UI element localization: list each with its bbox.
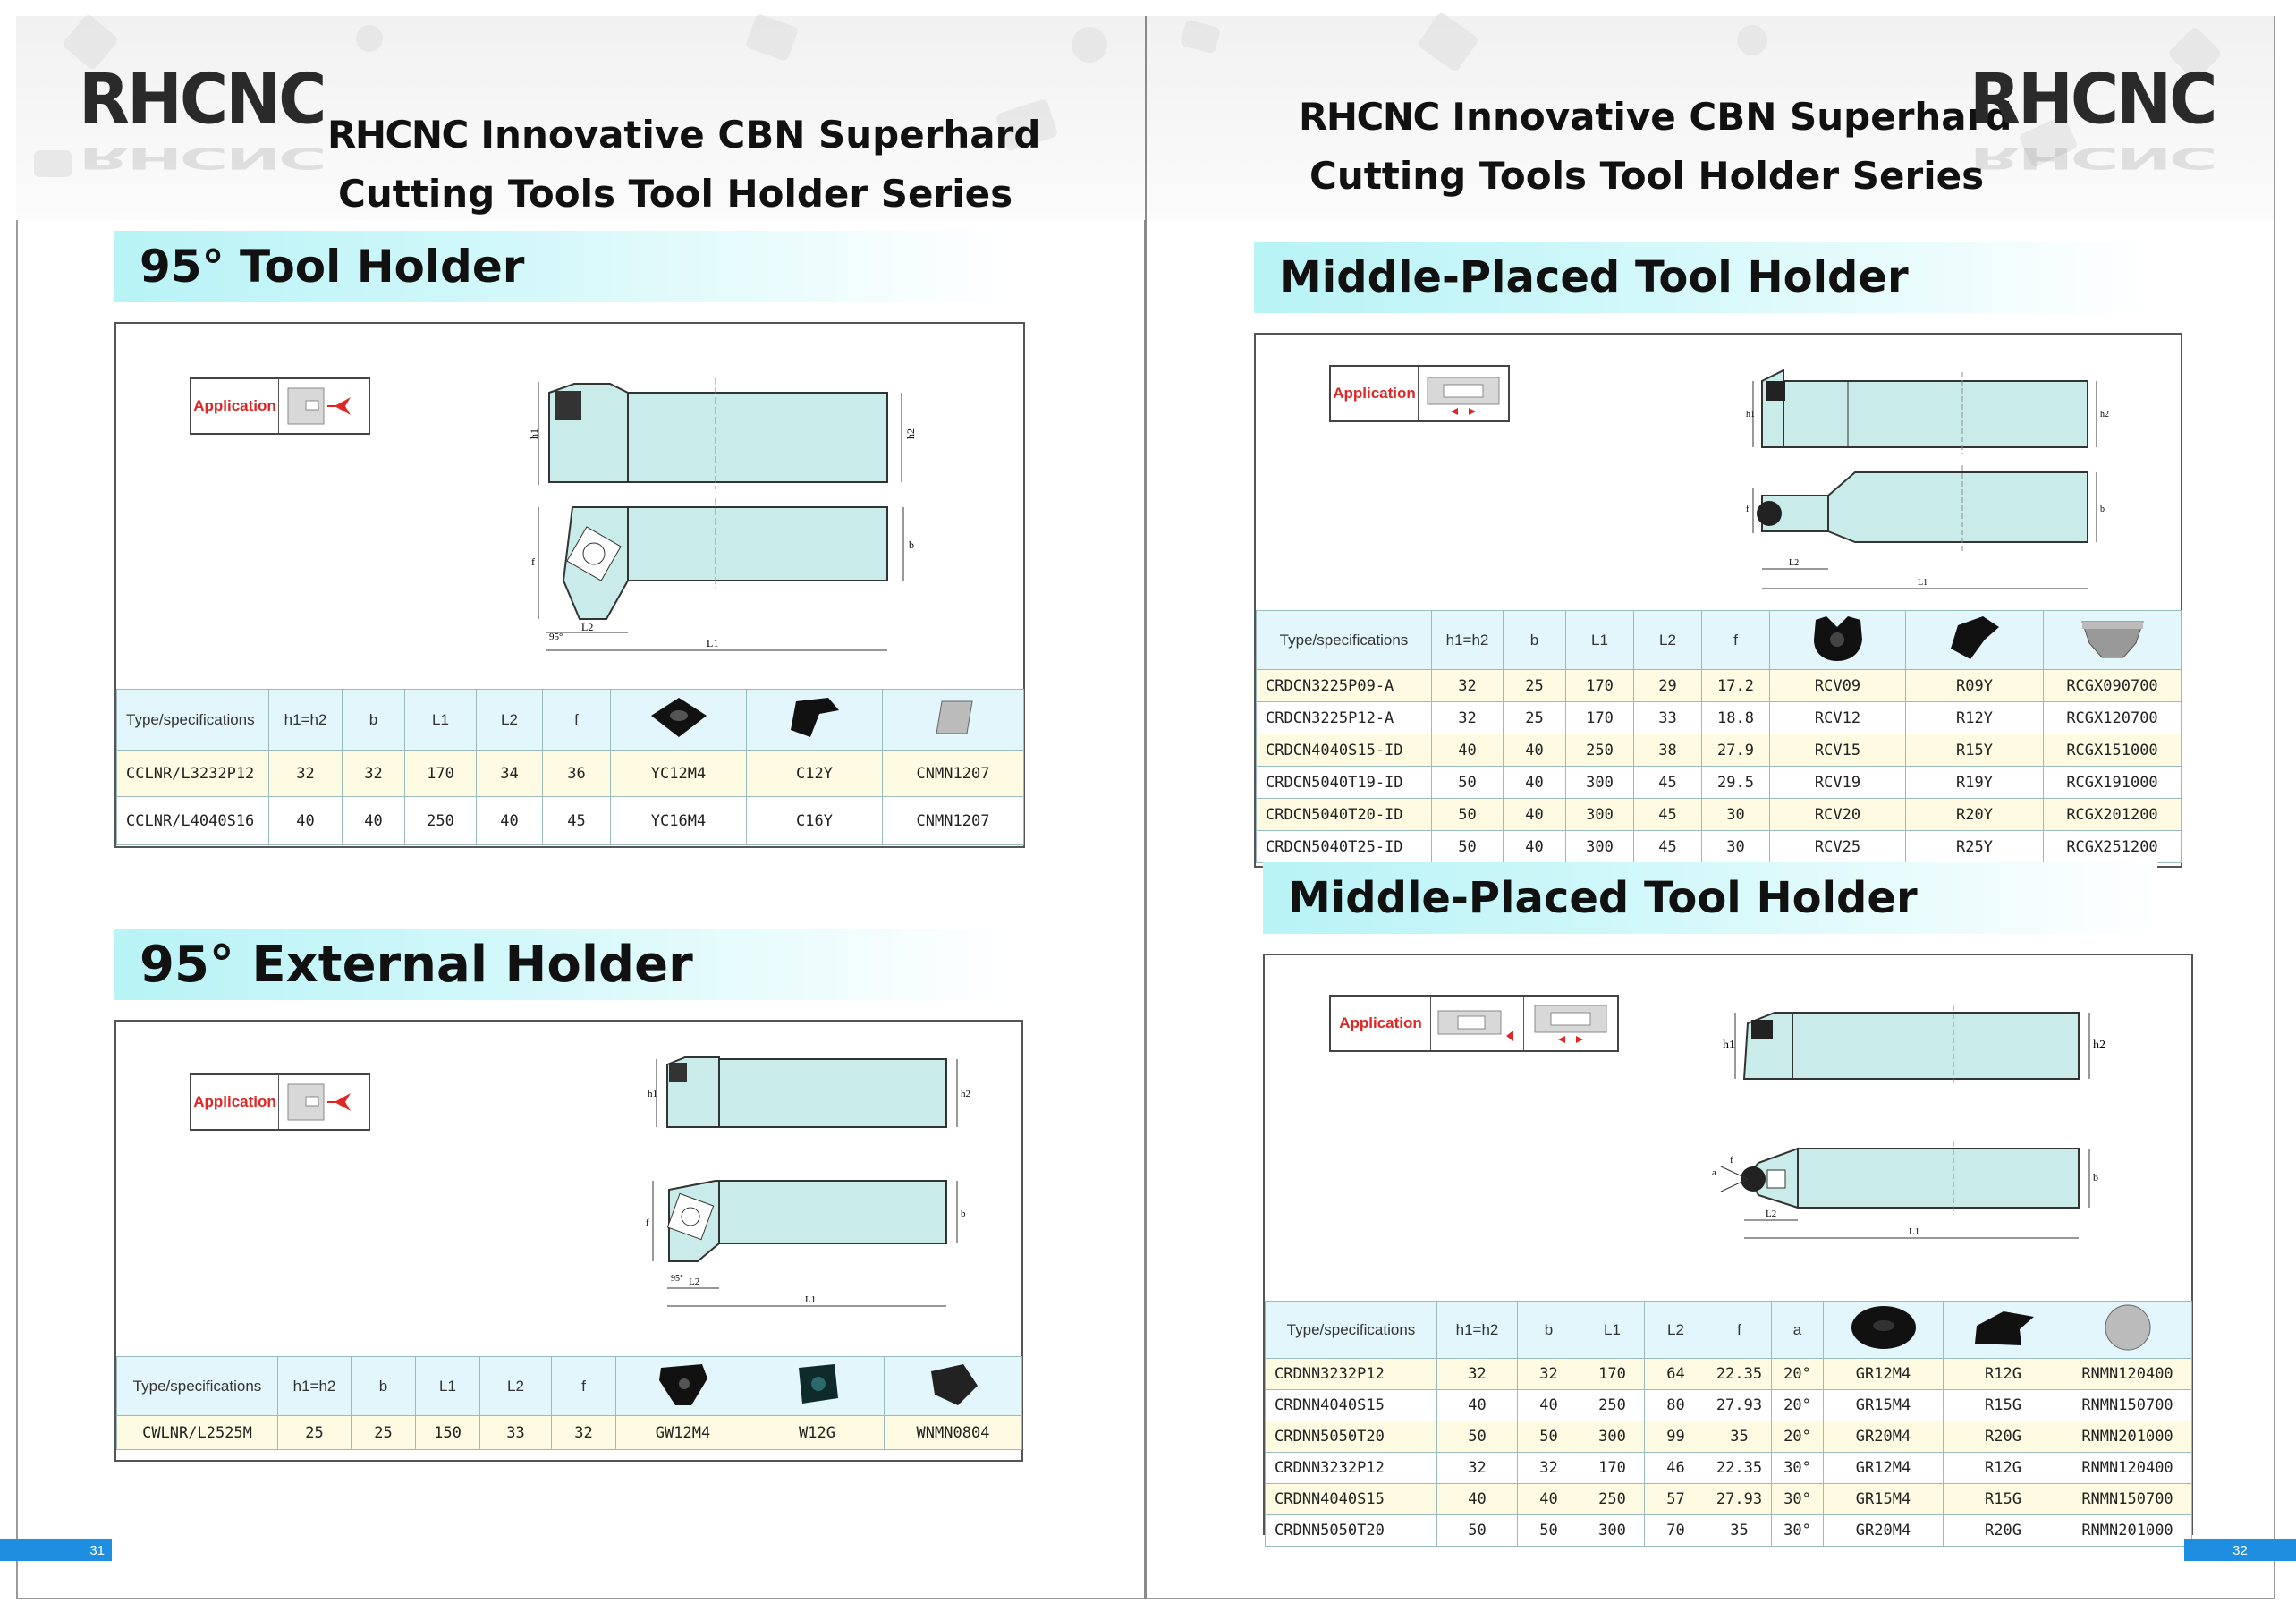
cell: 300	[1566, 831, 1634, 863]
cell: 170	[1566, 670, 1634, 702]
cell-type: CRDCN3225P12-A	[1257, 702, 1432, 734]
cell: 50	[1518, 1515, 1580, 1547]
cell: R20G	[1944, 1421, 2063, 1453]
cell: R09Y	[1906, 670, 2044, 702]
internal-turning-icon	[1419, 367, 1508, 420]
series-line-2: Cutting Tools Tool Holder Series	[338, 172, 1013, 216]
cell: GW12M4	[616, 1416, 750, 1450]
shim-icon-header	[2063, 1302, 2192, 1359]
table-row	[117, 797, 1024, 845]
cell: 250	[405, 797, 477, 845]
series-line-1: Innovative CBN Superhard	[1452, 95, 2012, 139]
cell: 99	[1645, 1421, 1707, 1453]
holder-drawing	[528, 373, 939, 659]
dim-b: b	[2100, 505, 2105, 514]
application-label: Application	[1331, 997, 1431, 1050]
cell: 18.8	[1702, 702, 1770, 734]
insert-icon-header	[611, 690, 747, 751]
cell: 30	[1702, 799, 1770, 831]
cell: 150	[416, 1416, 480, 1450]
cell: 50	[1432, 767, 1504, 799]
application-illustration-external	[1431, 997, 1524, 1050]
section-title-middle-placed-holder	[1254, 242, 2148, 313]
cell: 40	[343, 797, 405, 845]
cell: 40	[1504, 831, 1566, 863]
dim-h2: h2	[2093, 1039, 2105, 1052]
cell: GR15M4	[1824, 1484, 1944, 1515]
dim-angle: 95°	[671, 1274, 683, 1284]
cell: 40	[1432, 734, 1504, 767]
cell: 45	[1634, 767, 1702, 799]
table-row	[1257, 831, 2182, 863]
cell: R20G	[1944, 1515, 2063, 1547]
trigon-insert-icon	[652, 1359, 715, 1409]
cell-type: CRDNN4040S15	[1266, 1390, 1437, 1421]
cell: RCGX120700	[2044, 702, 2182, 734]
cell: GR20M4	[1824, 1421, 1944, 1453]
cell: 35	[1707, 1515, 1772, 1547]
cell: 40	[1504, 799, 1566, 831]
cell: 25	[1504, 670, 1566, 702]
series-line-1: Innovative CBN Superhard	[480, 113, 1041, 157]
col-header: Type/specifications	[1257, 611, 1432, 670]
cell: 80	[1645, 1390, 1707, 1421]
cell: R15G	[1944, 1484, 2063, 1515]
cell: 70	[1645, 1515, 1707, 1547]
application-illustration-internal	[1524, 997, 1617, 1050]
col-header: Type/specifications	[117, 690, 269, 751]
cell: RCGX090700	[2044, 670, 2182, 702]
dim-f: f	[1746, 505, 1750, 514]
series-line-2: Cutting Tools Tool Holder Series	[1309, 154, 1985, 198]
application-box	[190, 377, 370, 435]
cell: 20°	[1772, 1421, 1824, 1453]
insert-icon-header	[1824, 1302, 1944, 1359]
brand-logo-reflection: RHCNC	[79, 140, 325, 175]
col-header: L2	[480, 1357, 552, 1416]
chipbreaker-icon	[1944, 613, 2006, 663]
col-header: b	[352, 1357, 416, 1416]
section-title-text: Middle-Placed Tool Holder	[1288, 873, 1918, 923]
cell: 17.2	[1702, 670, 1770, 702]
shim-icon	[922, 1359, 985, 1409]
cell: 25	[1504, 702, 1566, 734]
cell: RNMN201000	[2063, 1515, 2192, 1547]
shim-icon-header	[885, 1357, 1022, 1416]
cell: R25Y	[1906, 831, 2044, 863]
dim-h1: h1	[1723, 1039, 1735, 1052]
dim-b: b	[2093, 1171, 2098, 1183]
col-header: h1=h2	[278, 1357, 352, 1416]
holder-drawing	[1748, 354, 2141, 605]
series-brand: RHCNC	[1299, 95, 1439, 139]
chipbreaker-icon-header	[1944, 1302, 2063, 1359]
table-row	[1266, 1359, 2192, 1390]
cell: RCGX251200	[2044, 831, 2182, 863]
col-header: L1	[1566, 611, 1634, 670]
col-header: Type/specifications	[117, 1357, 278, 1416]
col-header: b	[343, 690, 405, 751]
table-row	[117, 1416, 1022, 1450]
cell: C12Y	[747, 751, 883, 797]
cell: 22.35	[1707, 1453, 1772, 1484]
right-page	[1147, 16, 2274, 1599]
application-box	[1329, 995, 1619, 1052]
spec-table-middle-placed-a-rows	[1256, 669, 2182, 863]
cell: 32	[1432, 702, 1504, 734]
cell: 32	[1432, 670, 1504, 702]
cell: RNMN150700	[2063, 1390, 2192, 1421]
cell: 40	[1504, 767, 1566, 799]
cell: CNMN1207	[883, 797, 1024, 845]
cell: 40	[1437, 1390, 1518, 1421]
application-illustration	[279, 1075, 369, 1129]
dim-h1: h1	[1746, 410, 1755, 420]
insert-icon-header	[616, 1357, 750, 1416]
cell-type: CRDNN5050T20	[1266, 1421, 1437, 1453]
application-illustration	[1419, 367, 1508, 420]
cell: YC12M4	[611, 751, 747, 797]
cell: 46	[1645, 1453, 1707, 1484]
chipbreaker-icon	[1968, 1302, 2039, 1353]
cell: R15Y	[1906, 734, 2044, 767]
cell: 30°	[1772, 1515, 1824, 1547]
page-number-text: 32	[2232, 1542, 2248, 1558]
cell: R12Y	[1906, 702, 2044, 734]
dim-l1: L1	[1909, 1226, 1920, 1237]
table-row	[1257, 670, 2182, 702]
cell: R12G	[1944, 1359, 2063, 1390]
cell-type: CRDCN5040T19-ID	[1257, 767, 1432, 799]
spec-table-middle-placed-a	[1256, 610, 2182, 670]
col-header: L1	[405, 690, 477, 751]
cell: 25	[278, 1416, 352, 1450]
dim-a: a	[1712, 1167, 1716, 1178]
cell: RCV12	[1770, 702, 1906, 734]
cell: 30	[1702, 831, 1770, 863]
cell: 30°	[1772, 1453, 1824, 1484]
shim-icon-header	[883, 690, 1024, 751]
cell-type: CWLNR/L2525M	[117, 1416, 278, 1450]
col-header: L1	[416, 1357, 480, 1416]
cell: RCV15	[1770, 734, 1906, 767]
external-turning-icon	[279, 1075, 369, 1129]
cell: 25	[352, 1416, 416, 1450]
cell: 300	[1580, 1421, 1645, 1453]
cell: 22.35	[1707, 1359, 1772, 1390]
cell: 38	[1634, 734, 1702, 767]
table-row	[117, 751, 1024, 797]
spec-table-middle-placed-b-rows	[1265, 1358, 2192, 1547]
cell-type: CRDCN3225P09-A	[1257, 670, 1432, 702]
dim-b: b	[961, 1209, 966, 1219]
cell: R12G	[1944, 1453, 2063, 1484]
holder-drawing	[1712, 997, 2123, 1247]
cell: 33	[1634, 702, 1702, 734]
col-header: b	[1518, 1302, 1580, 1359]
left-page	[16, 16, 1145, 1599]
table-row	[1266, 1484, 2192, 1515]
col-header: L2	[477, 690, 543, 751]
cell: 50	[1432, 831, 1504, 863]
col-header: a	[1772, 1302, 1824, 1359]
cell-type: CRDCN5040T20-ID	[1257, 799, 1432, 831]
table-row	[1257, 734, 2182, 767]
cell: RCGX151000	[2044, 734, 2182, 767]
section-title-middle-placed-holder-2	[1263, 862, 2157, 934]
cell: 30°	[1772, 1484, 1824, 1515]
col-header: L1	[1580, 1302, 1645, 1359]
application-box	[1329, 365, 1510, 422]
dim-l1: L1	[805, 1294, 817, 1305]
cell: R19Y	[1906, 767, 2044, 799]
dim-l1: L1	[707, 637, 719, 649]
cell: CNMN1207	[883, 751, 1024, 797]
spec-table-95-tool-holder	[116, 689, 1024, 845]
application-label: Application	[191, 379, 279, 433]
external-holder-panel	[114, 1020, 1023, 1462]
spec-table-95-external-holder	[116, 1356, 1022, 1450]
cell: RCV25	[1770, 831, 1906, 863]
col-header: f	[1702, 611, 1770, 670]
dim-h1: h1	[528, 428, 540, 439]
table-row	[1266, 1421, 2192, 1453]
tool-holder-panel	[114, 322, 1025, 848]
cell: 27.9	[1702, 734, 1770, 767]
col-header: h1=h2	[1432, 611, 1504, 670]
dim-l1: L1	[1918, 578, 1928, 588]
cell: RCV19	[1770, 767, 1906, 799]
cell: 35	[1707, 1421, 1772, 1453]
cell: 40	[269, 797, 343, 845]
cell: 170	[405, 751, 477, 797]
section-title-text: Middle-Placed Tool Holder	[1279, 252, 1909, 302]
cell-type: CRDNN3232P12	[1266, 1453, 1437, 1484]
cell: RNMN201000	[2063, 1421, 2192, 1453]
cell: R20Y	[1906, 799, 2044, 831]
table-row	[1257, 702, 2182, 734]
cell: 33	[480, 1416, 552, 1450]
col-header: L2	[1645, 1302, 1707, 1359]
cbn-insert-icon	[648, 694, 710, 741]
cell: 50	[1432, 799, 1504, 831]
spec-table-middle-placed-b	[1265, 1301, 2192, 1359]
chipbreaker-icon	[784, 694, 846, 741]
section-title-text: 95° External Holder	[140, 935, 693, 994]
cell: 50	[1437, 1515, 1518, 1547]
cell: GR20M4	[1824, 1515, 1944, 1547]
internal-turning-icon	[1524, 997, 1617, 1050]
cell: 27.93	[1707, 1484, 1772, 1515]
cell: 32	[1437, 1359, 1518, 1390]
dim-l2: L2	[581, 621, 594, 633]
cell-type: CCLNR/L3232P12	[117, 751, 269, 797]
cell: RNMN150700	[2063, 1484, 2192, 1515]
cell: RCGX201200	[2044, 799, 2182, 831]
cell: 64	[1645, 1359, 1707, 1390]
cell: 50	[1437, 1421, 1518, 1453]
cell: RCGX191000	[2044, 767, 2182, 799]
round-insert-icon	[1807, 613, 1869, 663]
cell: 170	[1580, 1453, 1645, 1484]
cell: GR12M4	[1824, 1453, 1944, 1484]
series-title	[327, 106, 1040, 224]
chipbreaker-icon-header	[747, 690, 883, 751]
dim-f: f	[646, 1217, 649, 1228]
cell: 27.93	[1707, 1390, 1772, 1421]
round-shim-icon	[2101, 1302, 2155, 1353]
cell-type: CRDNN3232P12	[1266, 1359, 1437, 1390]
round-insert-icon	[1848, 1302, 1919, 1353]
cell: 40	[477, 797, 543, 845]
shim-icon-header	[2044, 611, 2182, 670]
series-brand: RHCNC	[327, 113, 468, 157]
table-row	[1266, 1515, 2192, 1547]
cell: 40	[1504, 734, 1566, 767]
cell: 300	[1580, 1515, 1645, 1547]
chipbreaker-icon-header	[1906, 611, 2044, 670]
cell: 32	[1437, 1453, 1518, 1484]
table-row	[1257, 767, 2182, 799]
col-header: b	[1504, 611, 1566, 670]
cell: 29.5	[1702, 767, 1770, 799]
dim-b: b	[909, 539, 914, 551]
cell: 170	[1566, 702, 1634, 734]
cell: 45	[1634, 799, 1702, 831]
brand-logo-reflection: RHCNC	[1970, 140, 2216, 175]
col-header: h1=h2	[269, 690, 343, 751]
cell: YC16M4	[611, 797, 747, 845]
cell: RCV09	[1770, 670, 1906, 702]
col-header: h1=h2	[1437, 1302, 1518, 1359]
external-turning-icon	[279, 379, 369, 433]
table-row	[1257, 799, 2182, 831]
cell: 300	[1566, 799, 1634, 831]
cell-type: CCLNR/L4040S16	[117, 797, 269, 845]
cell-type: CRDCN4040S15-ID	[1257, 734, 1432, 767]
col-header: f	[552, 1357, 616, 1416]
cell: GR15M4	[1824, 1390, 1944, 1421]
cell: 250	[1580, 1390, 1645, 1421]
dim-h2: h2	[904, 428, 917, 439]
application-label: Application	[191, 1075, 279, 1129]
middle-holder-panel-a	[1254, 333, 2182, 868]
cell: WNMN0804	[885, 1416, 1022, 1450]
cell: RNMN120400	[2063, 1453, 2192, 1484]
shim-icon	[2079, 613, 2147, 663]
cell: 29	[1634, 670, 1702, 702]
chipbreaker-icon	[786, 1359, 849, 1409]
cell: 32	[269, 751, 343, 797]
cell: C16Y	[747, 797, 883, 845]
cell-type: CRDCN5040T25-ID	[1257, 831, 1432, 863]
application-label: Application	[1331, 367, 1419, 420]
application-box	[190, 1073, 370, 1131]
section-title-text: 95° Tool Holder	[140, 241, 525, 293]
cell: 34	[477, 751, 543, 797]
dim-l2: L2	[689, 1276, 700, 1287]
table-row	[1266, 1453, 2192, 1484]
brand-logo: RHCNC	[79, 58, 325, 140]
cell: R15G	[1944, 1390, 2063, 1421]
col-header: f	[1707, 1302, 1772, 1359]
shim-icon	[922, 694, 985, 741]
cell: 20°	[1772, 1390, 1824, 1421]
middle-holder-panel-b	[1263, 954, 2193, 1539]
holder-drawing	[644, 1047, 1002, 1315]
dim-f: f	[1730, 1155, 1733, 1166]
table-row	[1266, 1390, 2192, 1421]
cell: 32	[1518, 1453, 1580, 1484]
dim-h2: h2	[961, 1089, 970, 1099]
cell-type: CRDNN4040S15	[1266, 1484, 1437, 1515]
cell: 170	[1580, 1359, 1645, 1390]
cell: 40	[1518, 1390, 1580, 1421]
dim-h1: h1	[648, 1089, 657, 1099]
section-title-95-external-holder	[114, 929, 1009, 1000]
insert-icon-header	[1770, 611, 1906, 670]
profiling-icon	[1431, 997, 1524, 1050]
page-number	[2184, 1539, 2296, 1561]
cell: 50	[1518, 1421, 1580, 1453]
cell: 36	[543, 751, 611, 797]
page-number	[0, 1539, 112, 1561]
col-header: Type/specifications	[1266, 1302, 1437, 1359]
cell: GR12M4	[1824, 1359, 1944, 1390]
dim-h2: h2	[2100, 410, 2109, 420]
cell: RNMN120400	[2063, 1359, 2192, 1390]
cell: 250	[1580, 1484, 1645, 1515]
brand-logo: RHCNC	[1970, 58, 2216, 140]
page-number-text: 31	[89, 1542, 105, 1558]
cell: 250	[1566, 734, 1634, 767]
series-title	[1299, 88, 2012, 206]
col-header: L2	[1634, 611, 1702, 670]
cell: 40	[1518, 1484, 1580, 1515]
cell: 45	[543, 797, 611, 845]
col-header: f	[543, 690, 611, 751]
application-illustration	[279, 379, 369, 433]
cell: 32	[552, 1416, 616, 1450]
cell: 32	[1518, 1359, 1580, 1390]
section-title-95-tool-holder	[114, 231, 1009, 302]
chipbreaker-icon-header	[750, 1357, 885, 1416]
cell: 32	[343, 751, 405, 797]
cell: 40	[1437, 1484, 1518, 1515]
dim-l2: L2	[1789, 558, 1800, 568]
cell-type: CRDNN5050T20	[1266, 1515, 1437, 1547]
dim-angle: 95°	[549, 632, 563, 642]
cell: 45	[1634, 831, 1702, 863]
cell: W12G	[750, 1416, 885, 1450]
cell: 300	[1566, 767, 1634, 799]
cell: 57	[1645, 1484, 1707, 1515]
cell: 20°	[1772, 1359, 1824, 1390]
cell: RCV20	[1770, 799, 1906, 831]
dim-l2: L2	[1766, 1209, 1777, 1219]
dim-f: f	[531, 556, 535, 568]
